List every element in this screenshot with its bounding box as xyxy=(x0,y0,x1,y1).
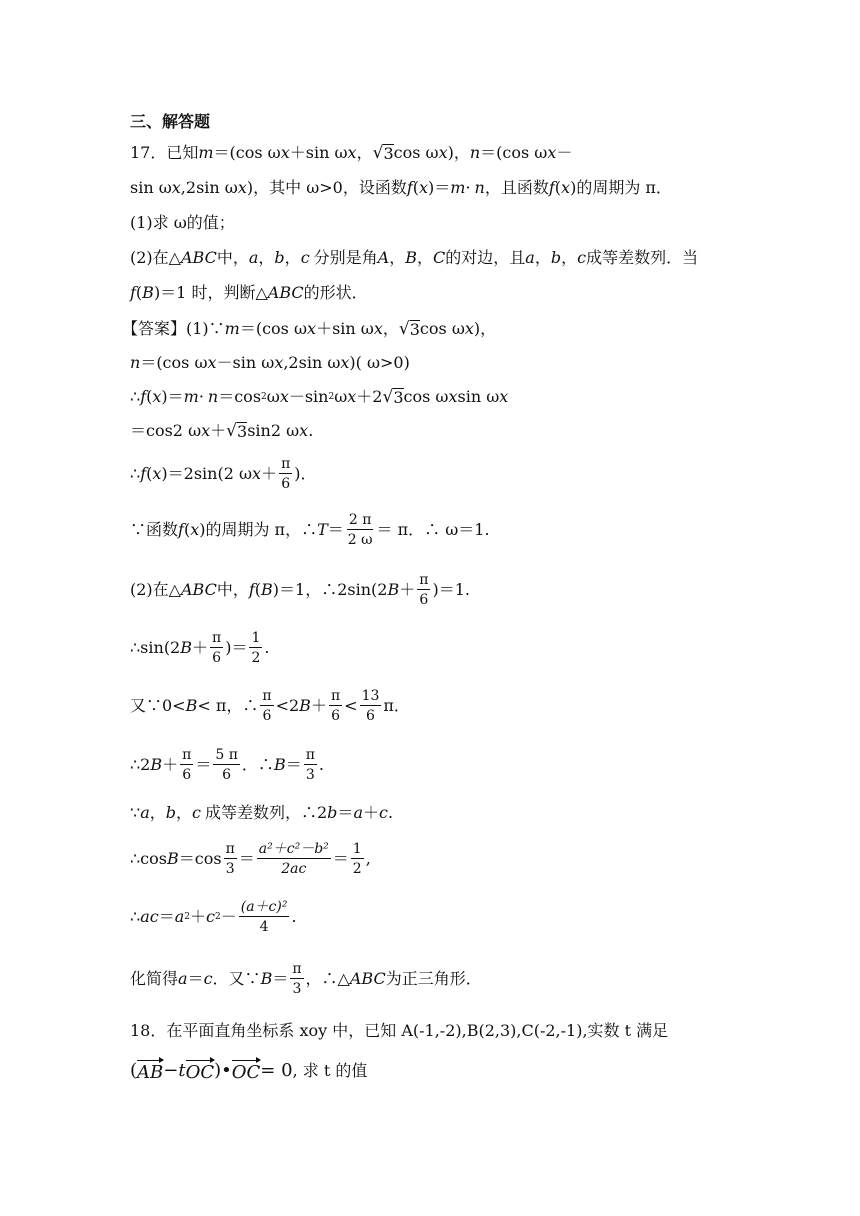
fraction: $\frac{1}{2}$ xyxy=(251,630,261,666)
answer-line-11: ∵ a ， b ， c 成等差数列，∴2 b ＝ a ＋ c . xyxy=(130,803,394,822)
answer-line-8: ∴sin(2 B ＋ $\frac{\pi}{6}$ )＝ $\frac{1}{2}$ . xyxy=(130,630,270,666)
fraction: $\frac{\pi}{6}$ xyxy=(262,688,272,724)
fraction: $\frac{\text{(a＋c)²}}{4}$ xyxy=(240,899,288,935)
vector-OC: OC xyxy=(185,1062,215,1083)
answer-line-4: ＝cos2 ω x ＋ √ 3 sin2 ω x . xyxy=(130,421,314,441)
fraction: $\frac{\pi}{6}$ xyxy=(212,630,222,666)
sqrt-symbol: √ 3 xyxy=(226,421,248,441)
answer-line-13: ∴ a c ＝ a 2 ＋ c 2 － $\frac{\text{(a＋c)²}}{4}$ . xyxy=(130,899,297,935)
section-title: 三、解答题 xyxy=(130,112,211,131)
fraction: $\frac{\pi}{6}$ xyxy=(419,572,429,608)
fraction: $\frac{\pi}{6}$ xyxy=(182,747,192,783)
sqrt-symbol: √ 3 xyxy=(382,387,404,407)
sqrt-symbol: √ 3 xyxy=(372,143,394,163)
answer-line-7: (2)在△ ABC 中， f ( B )＝1，∴2sin(2 B ＋ $\frac{\pi}{6}$ )＝1. xyxy=(130,572,470,608)
q17-part-2: (2)在△ ABC 中， a ， b ， c 分别是角 A ， B ， C 的对边，且 a ， b ， c 成等差数列．当 xyxy=(130,248,699,267)
fraction: $\frac{\pi}{3}$ xyxy=(305,747,315,783)
answer-line-6: ∵函数 f ( x )的周期为 π，∴ T ＝ $\frac{2 \pi}{2 \omega}$ ＝ π．∴ ω＝1. xyxy=(130,512,490,548)
q18-line-2: ( AB − t OC )• OC = 0 , 求 t 的值 xyxy=(130,1060,368,1083)
fraction: $\frac{2 \pi}{2 \omega}$ xyxy=(347,512,373,548)
fraction: $\frac{\pi}{3}$ xyxy=(292,961,302,997)
q17-line-2: sin ω x ,2sin ω x )，其中 ω>0，设函数 f ( x )＝ m · n ，且函数 f ( x )的周期为 π． xyxy=(130,178,672,197)
vector-OC: OC xyxy=(231,1062,261,1083)
fraction: $\frac{\pi}{3}$ xyxy=(225,841,235,877)
sqrt-symbol: √ 3 xyxy=(398,319,420,339)
answer-line-5: ∴ f ( x )＝2sin(2 ω x ＋ $\frac{\pi}{6}$ )． xyxy=(130,456,317,492)
fraction: $\frac{\text{a²＋c²－b²}}{2ac}$ xyxy=(258,841,329,877)
fraction: $\frac{1}{2}$ xyxy=(352,841,362,877)
answer-line-9: 又∵0< B < π，∴ $\frac{\pi}{6}$ <2 B ＋ $\frac{\pi}{6}$ < $\frac{13}{6}$ π． xyxy=(130,688,410,724)
fraction: $\frac{13}{6}$ xyxy=(361,688,380,724)
fraction: $\frac{\pi}{6}$ xyxy=(330,688,341,724)
answer-line-3: ∴ f ( x )＝ m · n ＝cos 2 ω x －sin 2 ω x ＋2 √ 3 cos ω x sin ω x xyxy=(130,387,509,407)
fraction: $\frac{5 \pi}{6}$ xyxy=(215,747,238,783)
fraction: $\frac{\pi}{6}$ xyxy=(281,456,291,492)
answer-line-1: 【答案】(1)∵ m ＝(cos ω x ＋sin ω x ， √ 3 cos ω x )， xyxy=(122,319,497,339)
answer-line-2: n ＝(cos ω x －sin ω x ,2sin ω x )( ω>0) xyxy=(130,353,410,372)
vector-AB: AB xyxy=(137,1062,164,1083)
q17-part-2-cont: f ( B )＝1 时，判断△ ABC 的形状． xyxy=(130,283,368,302)
answer-line-12: ∴cos B ＝cos $\frac{\pi}{3}$ ＝ $\frac{\text{a²＋c²－b²}}{2ac}$ ＝ $\frac{1}{2}$ , xyxy=(130,841,371,877)
q17-part-1: (1)求 ω的值； xyxy=(130,213,235,232)
answer-line-10: ∴2 B ＋ $\frac{\pi}{6}$ ＝ $\frac{5 \pi}{6}$ ．∴ B ＝ $\frac{\pi}{3}$ . xyxy=(130,747,325,783)
q17-line-1: 17．已知 m ＝(cos ω x ＋sin ω x ， √ 3 cos ω x )， n ＝(cos ω x － xyxy=(130,143,573,163)
q18-line-1: 18．在平面直角坐标系 xoy 中，已知 A(-1,-2),B(2,3),C(-2,-1),实数 t 满足 xyxy=(130,1021,669,1040)
answer-line-14: 化简得 a ＝ c ．又∵ B ＝ $\frac{\pi}{3}$ ，∴△ ABC 为正三角形． xyxy=(130,961,482,997)
